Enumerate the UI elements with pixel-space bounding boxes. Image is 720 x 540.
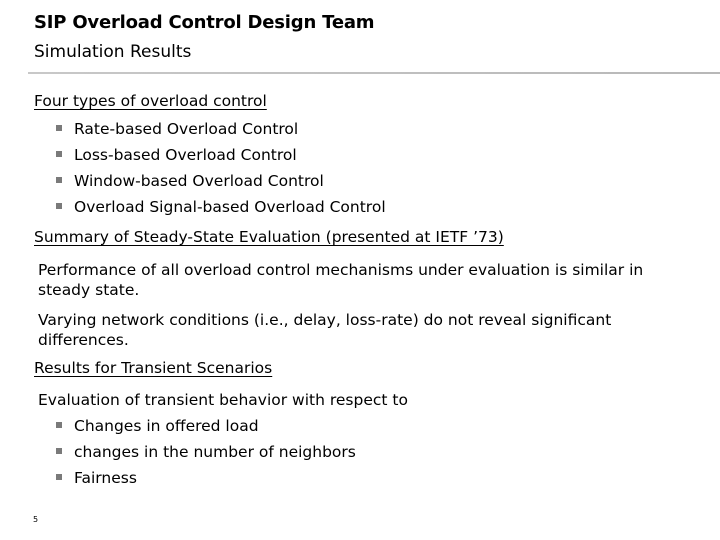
list-item [56,116,386,142]
summary-paragraph-network: Varying network conditions (i.e., delay, loss-rate) do not reveal significant differences. [38,311,612,349]
transient-intro: Evaluation of transient behavior with respect to [38,391,408,409]
header-divider [28,72,720,74]
list-item [56,194,386,220]
slide-subtitle: Simulation Results [34,42,192,62]
square-bullet-icon [56,448,62,454]
summary-paragraph-performance: Performance of all overload control mechanisms under evaluation is similar in steady state. [38,261,644,299]
list-item-label: Loss-based Overload Control [74,146,297,164]
list-item-label: changes in the number of neighbors [74,443,356,461]
section-heading-transient: Results for Transient Scenarios [34,359,273,377]
list-item-label: Rate-based Overload Control [74,120,299,138]
square-bullet-icon [56,151,62,157]
list-item-label: Changes in offered load [74,417,259,435]
slide-title: SIP Overload Control Design Team [34,12,375,33]
list-item [56,439,356,465]
square-bullet-icon [56,422,62,428]
page-number: 5 [33,515,39,524]
square-bullet-icon [56,125,62,131]
overload-types-list [56,116,386,220]
list-item-label: Window-based Overload Control [74,172,324,190]
list-item [56,465,356,491]
square-bullet-icon [56,203,62,209]
list-item-label: Overload Signal-based Overload Control [74,198,386,216]
square-bullet-icon [56,177,62,183]
list-item [56,168,386,194]
section-heading-types: Four types of overload control [34,92,267,110]
list-item-label: Fairness [74,469,137,487]
transient-criteria-list [56,413,356,491]
list-item [56,413,356,439]
list-item [56,142,386,168]
square-bullet-icon [56,474,62,480]
section-heading-summary: Summary of Steady-State Evaluation (presented at IETF ’73) [34,228,504,246]
